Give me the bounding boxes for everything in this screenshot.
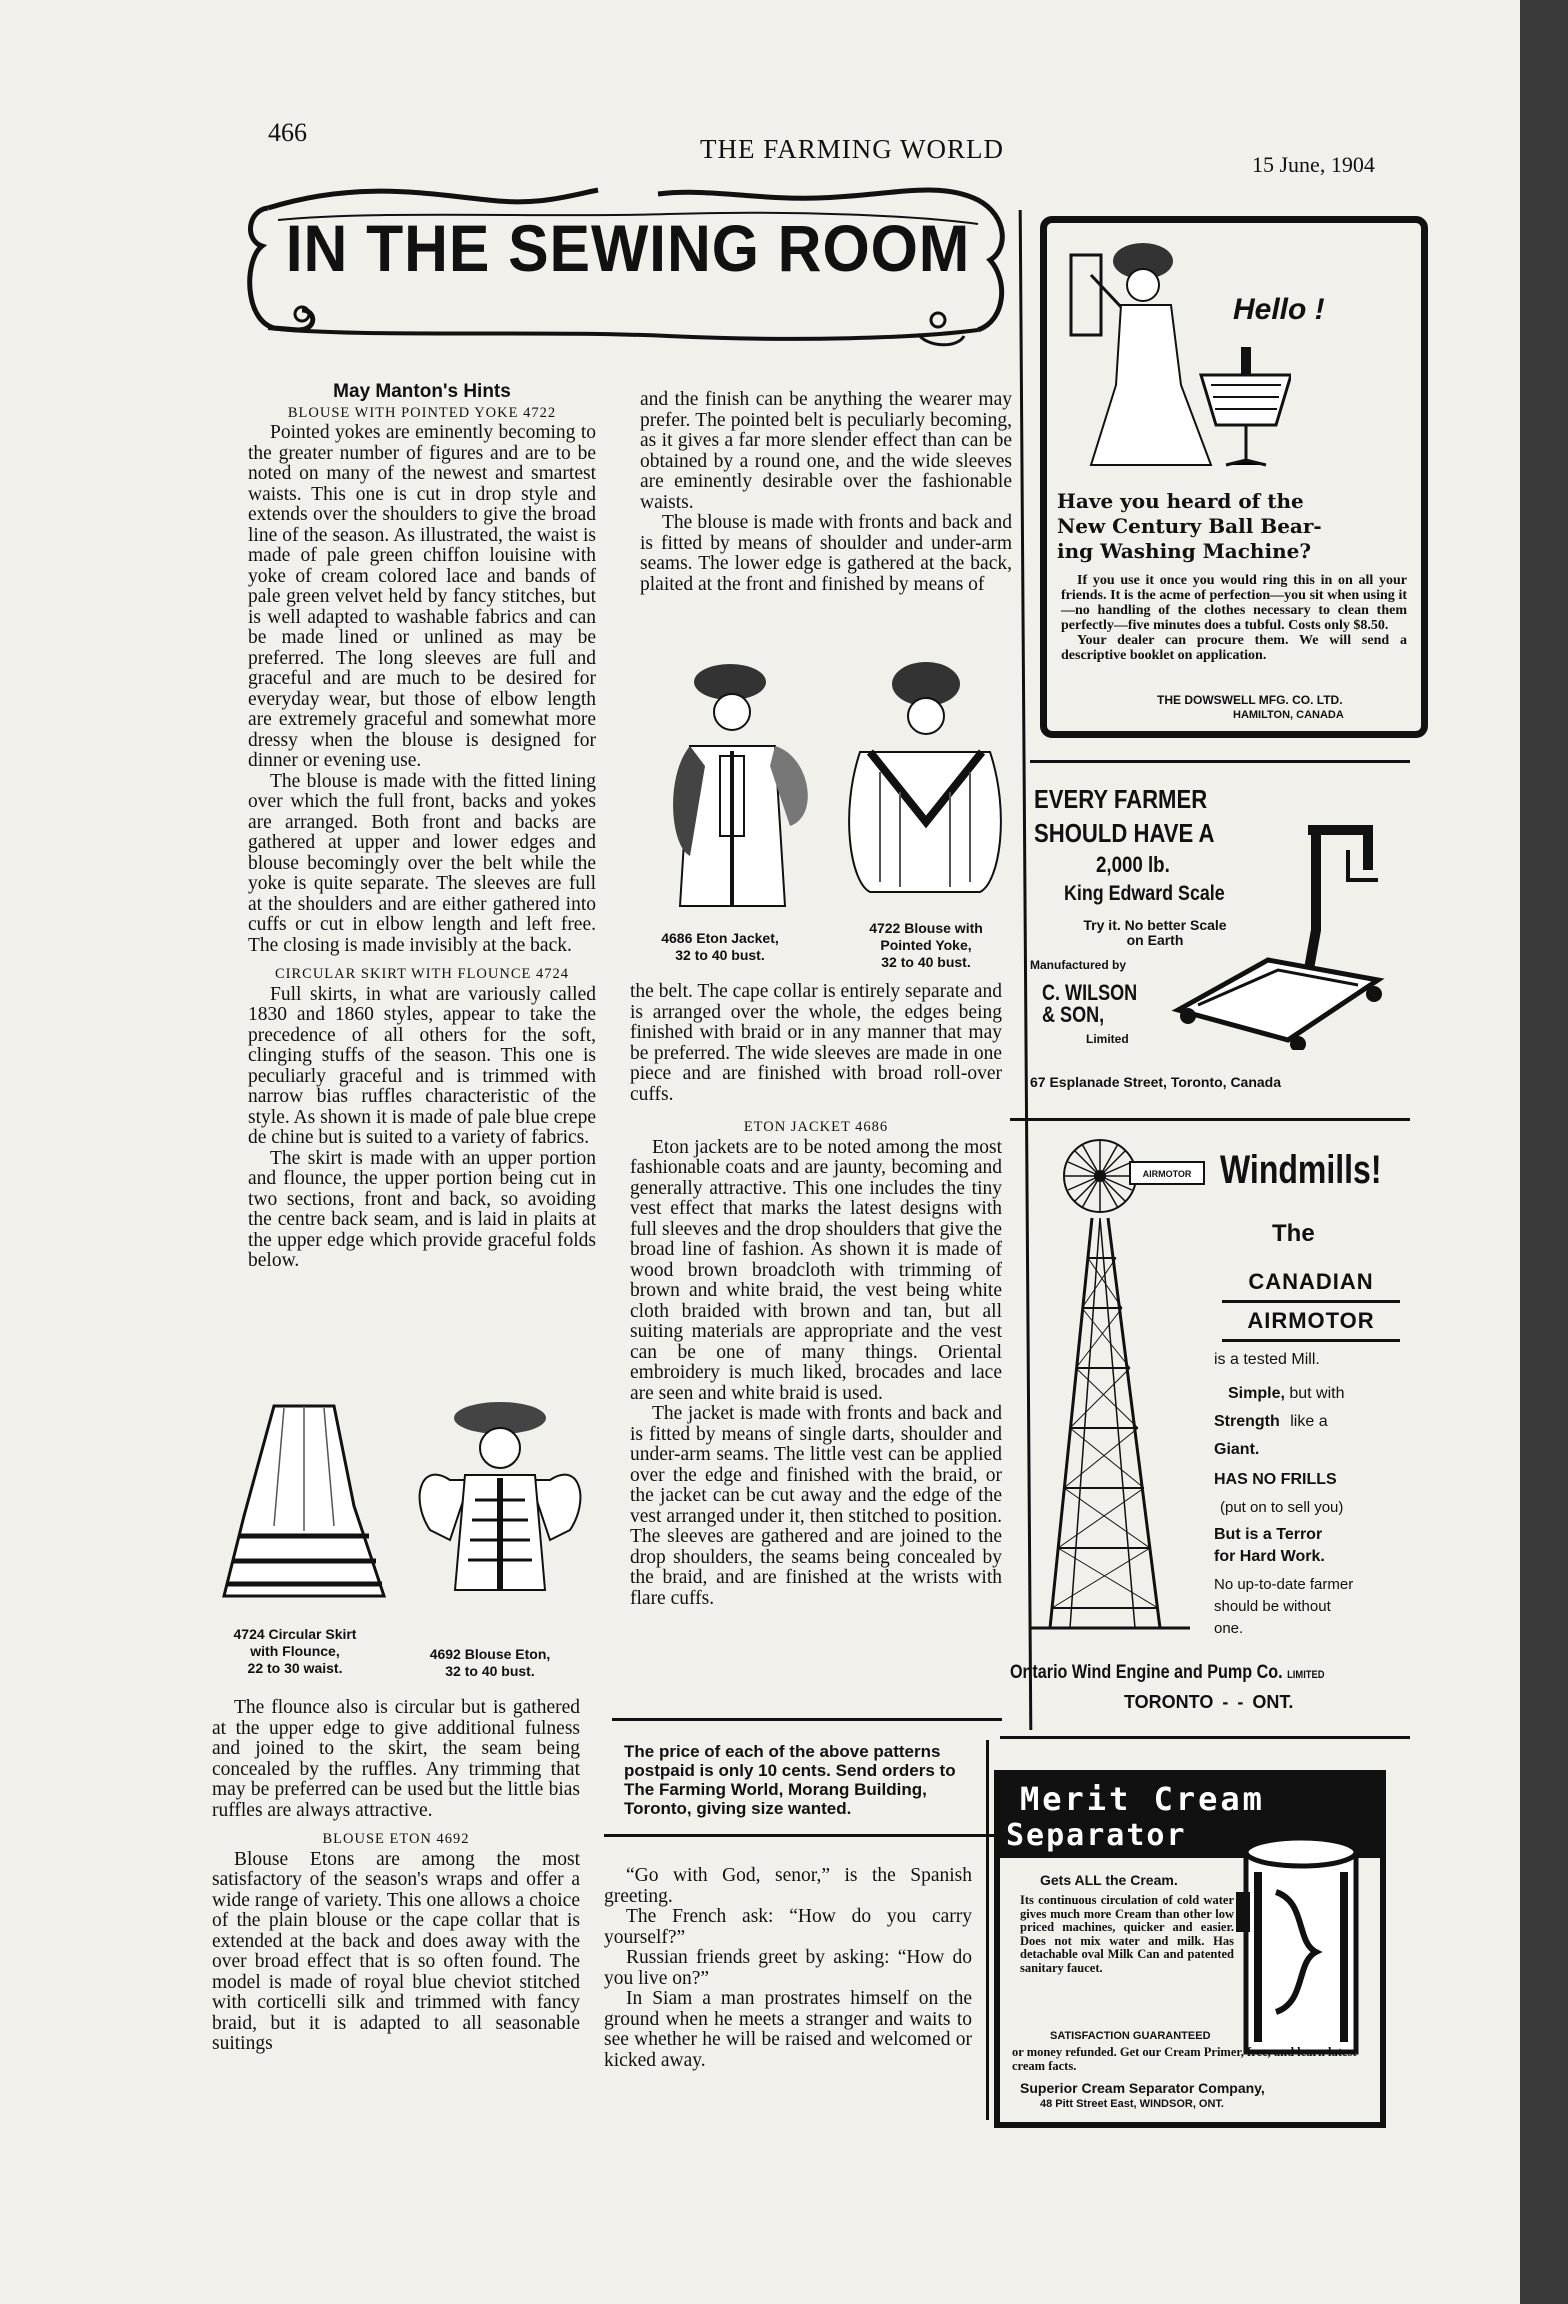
paragraph: In Siam a man prostrates himself on the ground when he meets a stranger and waits to see whether he will be raised and welcomed or kicked away. <box>604 1988 972 2071</box>
paragraph: and the finish can be anything the wearer may prefer. The pointed belt is peculiarly becoming, as it gives a far more slender effect than can be obtained by a round one, and the wide sleeves are eminently desirable over the fashionable waists. <box>640 389 1012 513</box>
paragraph: The skirt is made with an upper portion and flounce, the upper portion being cut in two sections, front and back, so avoiding the centre back seam, and is laid in plaits at the upper edge which provide graceful folds below. <box>248 1147 596 1271</box>
ad-windmill <box>1010 1128 1410 1718</box>
ad-mfd-by: Manufactured by <box>1030 958 1127 972</box>
ad-body: is a tested Mill. Simple, but with Strength like a Giant. HAS NO FRILLS (put on to sell you) But is a Terror for Hard Work. No up-to-date farmer should be without one. <box>1214 1351 1354 1637</box>
paragraph: The flounce also is circular but is gathered at the upper edge to give additional fulness and joined to the skirt, the seam being concealed by the ruffles. Any trimming that may be preferred can be used but the little bias ruffles are always attractive. <box>212 1697 580 1821</box>
woman-with-washer-illustration <box>1061 235 1291 475</box>
paragraph: Blouse Etons are among the most satisfactory of the season's wraps and offer a wide range of variety. This one allows a choice of the plain blouse or the cape collar that is extended at the back and does away with the over broad effect that is so often found. The model is made of royal blue cheviot stitched with corticelli silk and trimmed with fancy braid, but it is adapted to all seasonable suitings <box>212 1848 580 2054</box>
ad-body: If you use it once you would ring this in on all your friends. It is the acme of perfection—you sit when using it—no handling of the clothes necessary to clean them perfectly—five minutes does a tubful. Costs only $8.50. Your dealer can procure them. We will send a descriptive booklet on application. <box>1061 573 1407 663</box>
paragraph: Full skirts, in what are variously called 1830 and 1860 styles, appear to take the precedence of all others for the soft, clinging stuffs of the season. This one is peculiarly graceful and is trimmed with narrow bias ruffles characteristic of the style. As shown it is made of pale blue crepe de chine but is suited to a variety of fabrics. <box>248 983 596 1148</box>
pointed-yoke-blouse-illustration <box>840 652 1010 912</box>
ad-limited: Limited <box>1086 1032 1129 1046</box>
publication-title: THE FARMING WORLD <box>700 134 1004 164</box>
caption-4722: 4722 Blouse with Pointed Yoke, 32 to 40 bust. <box>869 920 983 970</box>
ad-capacity: 2,000 lb. <box>1096 852 1170 877</box>
eton-jacket-illustration <box>660 656 830 912</box>
separator-can-illustration <box>1236 1832 1376 2060</box>
ad-subheading: Gets ALL the Cream. <box>1040 1872 1178 1888</box>
section-heading-4686: ETON JACKET 4686 <box>743 1119 889 1135</box>
ad-address: 67 Esplanade Street, Toronto, Canada <box>1030 1074 1282 1090</box>
issue-date: 15 June, 1904 <box>1252 152 1375 177</box>
divider <box>612 1718 1002 1721</box>
article-column-2-lower <box>630 982 1002 1609</box>
article-column-1 <box>248 382 596 1272</box>
ad-title-line2: Separator <box>1006 1818 1187 1853</box>
ad-headline: Have you heard of the New Century Ball Bear- ing Washing Machine? <box>1057 489 1322 563</box>
section-heading-4724: CIRCULAR SKIRT WITH FLOUNCE 4724 <box>274 966 570 982</box>
page-number: 466 <box>268 118 307 147</box>
page-edge-shadow <box>1520 0 1568 2304</box>
ad-king-edward-scale <box>1030 782 1398 1112</box>
banner-title: IN THE SEWING ROOM <box>285 211 971 285</box>
ad-city: HAMILTON, CANADA <box>1233 709 1344 721</box>
ad-product-name: King Edward Scale <box>1064 882 1225 905</box>
ad-cream-separator <box>994 1770 1386 2128</box>
ad-tagline: Try it. No better Scale on Earth <box>1083 917 1227 948</box>
ad-brand: CANADIAN AIRMOTOR <box>1222 1264 1400 1342</box>
ad-greeting: Hello ! <box>1233 293 1325 326</box>
section-heading-4722: BLOUSE WITH POINTED YOKE 4722 <box>287 404 557 421</box>
paragraph: The blouse is made with fronts and back and is fitted by means of shoulder and under-arm seams. The lower edge is gathered at the back, plaited at the front and finished by means of <box>640 512 1012 595</box>
paragraph: “Go with God, senor,” is the Spanish greeting. <box>604 1865 972 1907</box>
article-column-2 <box>640 390 1012 595</box>
ad-city: TORONTO - - ONT. <box>1124 1692 1294 1712</box>
pattern-price-notice: The price of each of the above patterns postpaid is only 10 cents. Send orders to The Farming World, Morang Building, Toronto, giving size wanted. <box>624 1742 956 1818</box>
skirt-illustration <box>214 1396 394 1616</box>
ad-headline: EVERY FARMER SHOULD HAVE A <box>1034 784 1215 848</box>
ad-the: The <box>1272 1220 1315 1247</box>
ad-address: 48 Pitt Street East, WINDSOR, ONT. <box>1040 2098 1224 2110</box>
windmill-illustration <box>1030 1128 1230 1648</box>
ad-headline: Windmills! <box>1220 1148 1382 1192</box>
vane-label: AIRMOTOR <box>1142 1169 1192 1179</box>
platform-scale-illustration <box>1148 810 1398 1050</box>
ad-maker: C. WILSON & SON, <box>1042 980 1138 1027</box>
paragraph: The jacket is made with fronts and back and is fitted by means of single darts, shoulder and under-arm seams. The little vest can be applied over the edge and finished with the braid, or the jacket can be cut away and the edge of the vest arranged under it, then stitched to position. The sleeves are gathered and are joined to the drop shoulders, the seams being concealed by the braid, and are finished at the wrists with flare cuffs. <box>630 1403 1002 1609</box>
paragraph: The blouse is made with the fitted lining over which the full front, backs and yokes are arranged. Both front and backs are gathered at upper and lower edges and blouse becomingly over the belt while the yoke is quite separate. The sleeves are full at the shoulders and are either gathered into cuffs or cut in elbow length and left free. The closing is made invisibly at the back. <box>248 770 596 956</box>
ad-title-line1: Merit Cream <box>1020 1780 1265 1818</box>
greetings-column <box>604 1866 972 2071</box>
article-column-1-lower <box>212 1698 580 2055</box>
caption-4692: 4692 Blouse Eton, 32 to 40 bust. <box>429 1646 551 1679</box>
paragraph: the belt. The cape collar is entirely separate and is arranged over the whole, the edges being finished with braid or in any manner that may be preferred. The wide sleeves are made in one piece and are finished with broad roll-over cuffs. <box>630 981 1002 1105</box>
ad-company: Superior Cream Separator Company, <box>1020 2080 1265 2096</box>
ad-washing-machine <box>1040 216 1428 738</box>
section-banner <box>238 170 1018 350</box>
divider <box>1000 1736 1410 1739</box>
paragraph: Pointed yokes are eminently becoming to the greater number of figures and are to be noted on many of the newest and smartest waists. This one is cut in drop style and extends over the shoulders to give the broad line of the season. As illustrated, the waist is made of pale green chiffon louisine with yoke of cream colored lace and bands of pale green velvet held by fancy stitches, but is well adapted to washable fabrics and can be made lined or unlined as may be preferred. The long sleeves are full and graceful and are much to be desired for everyday wear, but those of elbow length are extremely graceful and somewhat more dressy when the blouse is designed for dinner or evening use. <box>248 422 596 771</box>
section-heading-4692: BLOUSE ETON 4692 <box>322 1831 470 1847</box>
ad-company: Ontario Wind Engine and Pump Co. LIMITED <box>1010 1662 1325 1683</box>
ad-maker: THE DOWSWELL MFG. CO. LTD. <box>1157 693 1343 707</box>
paragraph: Eton jackets are to be noted among the most fashionable coats and are jaunty, becoming and generally attractive. This one includes the tiny vest effect that marks the latest designs with full sleeves and the drop shoulders that give the broad line of fashion. As shown it is made of wood brown broadcloth with trimming of brown and white braid, the vest being white cloth braided with brown and tan, but all suiting materials are appropriate and the vest can be one of many things. Oriental embroidery is much liked, brocades and lace are seen and white braid is used. <box>630 1136 1002 1404</box>
paragraph: The French ask: “How do you carry yourself?” <box>604 1906 972 1948</box>
article-title: May Manton's Hints <box>333 381 511 402</box>
ad-guarantee: SATISFACTION GUARANTEED <box>1050 2030 1211 2042</box>
divider <box>1030 760 1410 763</box>
divider <box>604 1834 1002 1837</box>
caption-4724: 4724 Circular Skirt with Flounce, 22 to 30 waist. <box>233 1626 357 1676</box>
column-rule <box>986 1740 989 2120</box>
ad-body2: or money refunded. Get our Cream Primer, free, and learn latest cream facts. <box>1012 2045 1357 2073</box>
caption-4686: 4686 Eton Jacket, 32 to 40 bust. <box>661 930 779 963</box>
blouse-eton-illustration <box>410 1390 590 1630</box>
divider <box>1010 1118 1410 1121</box>
ad-body: Its continuous circulation of cold water gives much more Cream than other low priced machines, quicker and easier. Does not mix water and milk. Has detachable oval Milk Can and patented sanitary faucet. <box>1020 1893 1234 1975</box>
paragraph: Russian friends greet by asking: “How do you live on?” <box>604 1947 972 1989</box>
